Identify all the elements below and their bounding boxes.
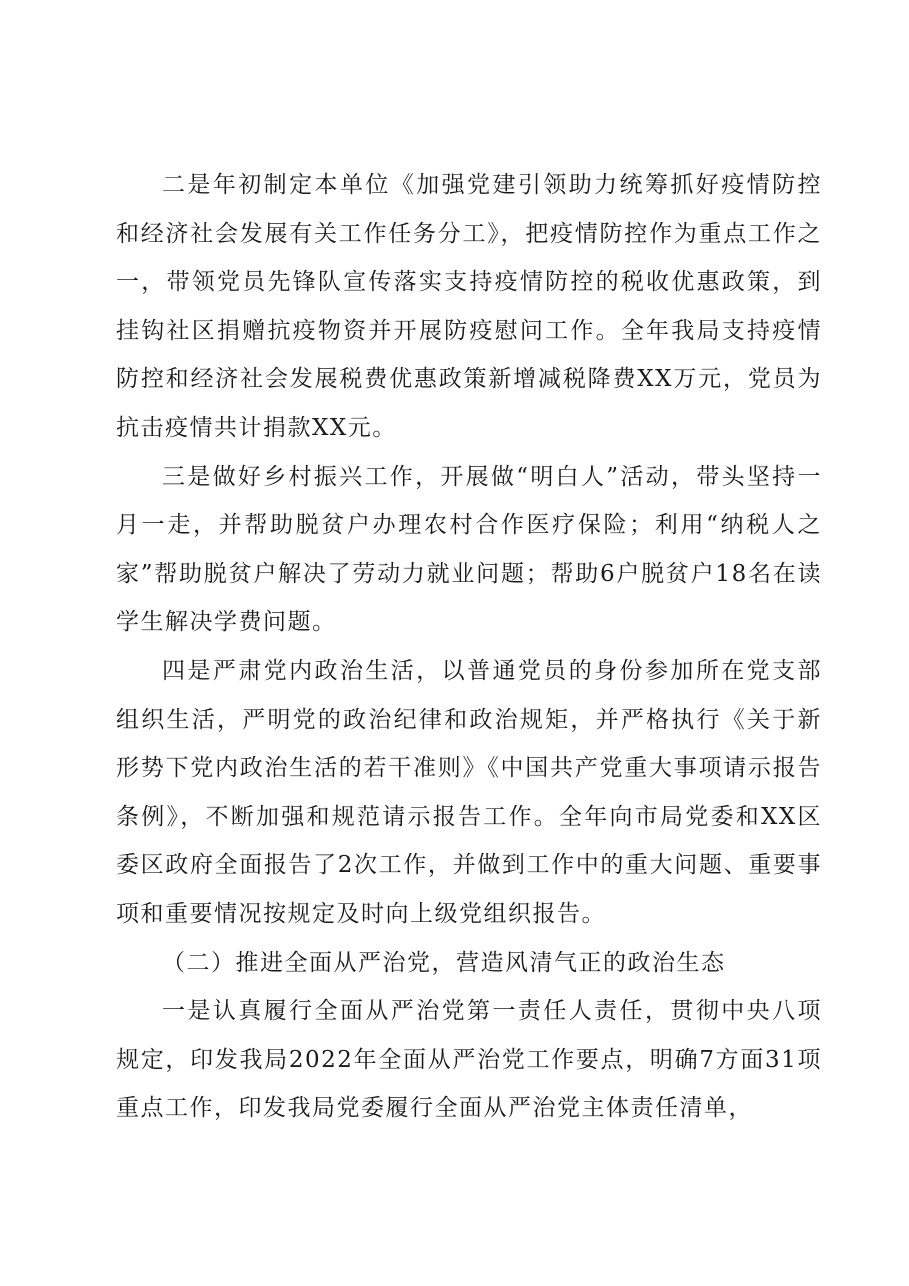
paragraph-rural-revitalization: 三是做好乡村振兴工作，开展做“明白人”活动，带头坚持一月一走，并帮助脱贫户办理农村合作医疗保险；利用“纳税人之家”帮助脱贫户解决了劳动力就业问题；帮助6户脱贫户18名在读学生解决学费问题。 xyxy=(116,463,822,636)
section-heading: （二）推进全面从严治党，营造风清气正的政治生态 xyxy=(162,949,726,976)
paragraph-strict-party-governance: 一是认真履行全面从严治党第一责任人责任，贯彻中央八项规定，印发我局2022年全面从严治党工作要点，明确7方面31项重点工作，印发我局党委履行全面从严治党主体责任清单， xyxy=(116,998,822,1122)
document-body xyxy=(116,161,822,1133)
paragraph-party-political-life: 四是严肃党内政治生活，以普通党员的身份参加所在党支部组织生活，严明党的政治纪律和政治规矩，并严格执行《关于新形势下党内政治生活的若干准则》《中国共产党重大事项请示报告条例》，不断加强和规范请示报告工作。全年向市局党委和XX区委区政府全面报告了2次工作，并做到工作中的重大问题、重要事项和重要情况按规定及时向上级党组织报告。 xyxy=(116,657,822,927)
paragraph-pandemic-control: 二是年初制定本单位《加强党建引领助力统筹抓好疫情防控和经济社会发展有关工作任务分工》，把疫情防控作为重点工作之一，带领党员先锋队宣传落实支持疫情防控的税收优惠政策，到挂钩社区捐赠抗疫物资并开展防疫慰问工作。全年我局支持疫情防控和经济社会发展税费优惠政策新增减税降费XX万元，党员为抗击疫情共计捐款XX元。 xyxy=(116,172,822,441)
